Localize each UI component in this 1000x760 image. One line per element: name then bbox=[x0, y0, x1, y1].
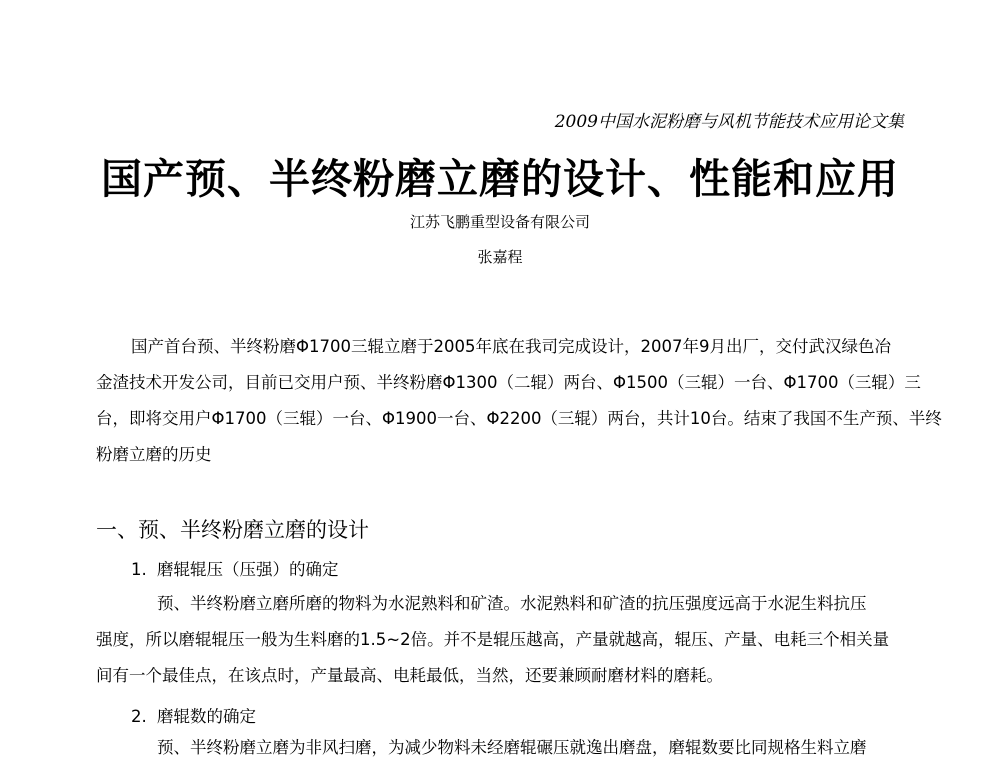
section-heading: 一、预、半终粉磨立磨的设计 bbox=[96, 518, 369, 542]
paper-title: 国产预、半终粉磨立磨的设计、性能和应用 bbox=[101, 155, 899, 203]
author-name: 张嘉程 bbox=[477, 248, 523, 266]
intro-line: 粉磨立磨的历史 bbox=[96, 445, 212, 464]
intro-line: 金渣技术开发公司，目前已交用户预、半终粉磨Φ1300（二辊）两台、Φ1500（三辊）一台、Φ1700（三辊）三 bbox=[96, 373, 921, 392]
subsection-heading bbox=[131, 703, 256, 727]
running-head: 2009中国水泥粉磨与风机节能技术应用论文集 bbox=[554, 112, 904, 132]
body-line: 预、半终粉磨立磨为非风扫磨，为减少物料未经磨辊碾压就逸出磨盘，磨辊数要比同规格生料立磨 bbox=[157, 738, 867, 757]
body-line: 间有一个最佳点，在该点时，产量最高、电耗最低，当然，还要兼顾耐磨材料的磨耗。 bbox=[96, 666, 723, 685]
subsection-title: 磨辊数的确定 bbox=[157, 707, 256, 726]
subsection-title: 磨辊辊压（压强）的确定 bbox=[157, 560, 339, 579]
subsection-number: 1. bbox=[131, 560, 147, 579]
body-line: 强度，所以磨辊辊压一般为生料磨的1.5~2倍。并不是辊压越高，产量就越高，辊压、产量、电耗三个相关量 bbox=[96, 630, 890, 649]
subsection-heading bbox=[131, 556, 339, 580]
subsection-number: 2. bbox=[131, 707, 147, 726]
intro-line: 台，即将交用户Φ1700（三辊）一台、Φ1900一台、Φ2200（三辊）两台，共计10台。结束了我国不生产预、半终 bbox=[96, 409, 942, 428]
intro-line: 国产首台预、半终粉磨Φ1700三辊立磨于2005年底在我司完成设计，2007年9月出厂，交付武汉绿色冶 bbox=[131, 337, 891, 356]
author-affiliation: 江苏飞鹏重型设备有限公司 bbox=[409, 213, 590, 231]
body-line: 预、半终粉磨立磨所磨的物料为水泥熟料和矿渣。水泥熟料和矿渣的抗压强度远高于水泥生料抗压 bbox=[157, 594, 867, 613]
